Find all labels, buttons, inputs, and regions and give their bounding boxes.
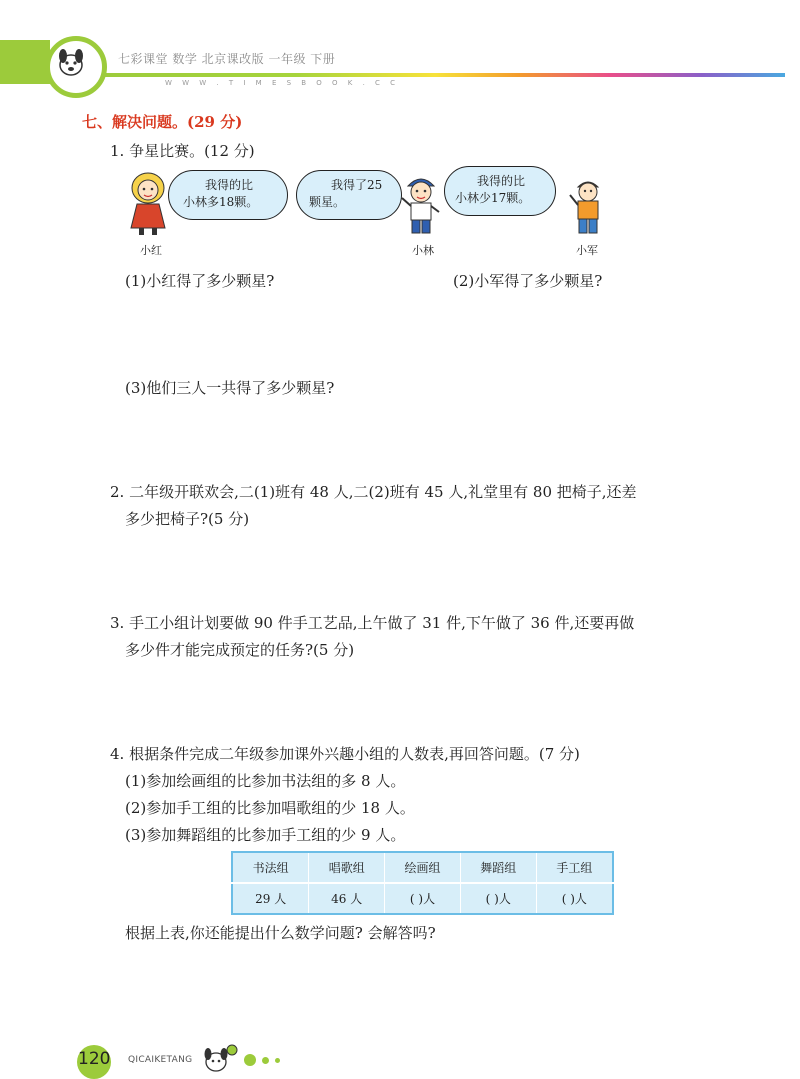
q1-sub2: (2)小军得了多少颗星? <box>453 272 603 290</box>
table-cell: ( )人 <box>536 883 613 914</box>
q4-cond2: (2)参加手工组的比参加唱歌组的少 18 人。 <box>125 799 415 817</box>
table-header-cell: 书法组 <box>232 852 309 883</box>
q4-cond3: (3)参加舞蹈组的比参加手工组的少 9 人。 <box>125 826 406 844</box>
q1-sub1: (1)小红得了多少颗星? <box>125 272 275 290</box>
q4-followup: 根据上表,你还能提出什么数学问题? 会解答吗? <box>125 924 436 942</box>
speech-bubble-xiaojun <box>444 166 556 216</box>
table-cell: ( )人 <box>385 883 461 914</box>
footer-dot-large <box>244 1054 256 1066</box>
label-xiaohong: 小红 <box>140 244 162 257</box>
footer-dot-small <box>275 1058 280 1063</box>
table-cell: ( )人 <box>460 883 536 914</box>
speech-bubble-xiaolin <box>296 170 402 220</box>
bubble-text-xiaojun-line2: 小林少17颗。 <box>455 191 531 205</box>
q4-cond1: (1)参加绘画组的比参加书法组的多 8 人。 <box>125 772 406 790</box>
table-cell: 46 人 <box>309 883 385 914</box>
q4-title: 4. 根据条件完成二年级参加课外兴趣小组的人数表,再回答问题。(7 分) <box>110 745 580 763</box>
header-mascot-badge <box>45 36 107 98</box>
q2-line2: 多少把椅子?(5 分) <box>125 510 250 528</box>
q1-sub3: (3)他们三人一共得了多少颗星? <box>125 379 335 397</box>
table-header-cell: 绘画组 <box>385 852 461 883</box>
table-header-cell: 舞蹈组 <box>460 852 536 883</box>
boy-xiaojun-illustration <box>567 175 609 237</box>
table-header-cell: 唱歌组 <box>309 852 385 883</box>
bubble-text-xiaolin-line2: 颗星。 <box>309 195 346 209</box>
label-xiaolin: 小林 <box>412 244 434 257</box>
footer-dog-mascot-icon <box>198 1040 240 1076</box>
header-rainbow-line <box>85 73 785 77</box>
footer-dot-medium <box>262 1057 269 1064</box>
header-url: W W W . T I M E S B O O K . C C <box>165 79 400 87</box>
section-title: 七、解决问题。(29 分) <box>82 113 243 131</box>
bubble-text-xiaojun-line1: 我得的比 <box>477 174 526 188</box>
bubble-text-xiaohong-line1: 我得的比 <box>205 178 254 192</box>
bubble-text-xiaohong-line2: 小林多18颗。 <box>183 195 259 209</box>
header-title: 七彩课堂 数学 北京课改版 一年级 下册 <box>118 52 336 66</box>
interest-group-table <box>231 851 614 915</box>
speech-bubble-xiaohong <box>168 170 288 220</box>
page-number: 120 <box>78 1049 111 1069</box>
footer-brand: QICAIKETANG <box>128 1055 193 1065</box>
dog-mascot-icon <box>50 41 92 83</box>
table-row <box>232 883 613 914</box>
table-header-cell: 手工组 <box>536 852 613 883</box>
q1-title: 1. 争星比赛。(12 分) <box>110 142 255 160</box>
q2-line1: 2. 二年级开联欢会,二(1)班有 48 人,二(2)班有 45 人,礼堂里有 80 把椅子,还差 <box>110 483 637 501</box>
q3-line1: 3. 手工小组计划要做 90 件手工艺品,上午做了 31 件,下午做了 36 件,还要再做 <box>110 614 635 632</box>
header-green-band <box>0 40 50 84</box>
girl-xiaohong-illustration <box>125 170 171 236</box>
q3-line2: 多少件才能完成预定的任务?(5 分) <box>125 641 355 659</box>
bubble-text-xiaolin-line1: 我得了25 <box>331 178 383 192</box>
table-header-row <box>232 852 613 883</box>
label-xiaojun: 小军 <box>576 244 598 257</box>
boy-xiaolin-illustration <box>398 172 444 236</box>
table-cell: 29 人 <box>232 883 309 914</box>
